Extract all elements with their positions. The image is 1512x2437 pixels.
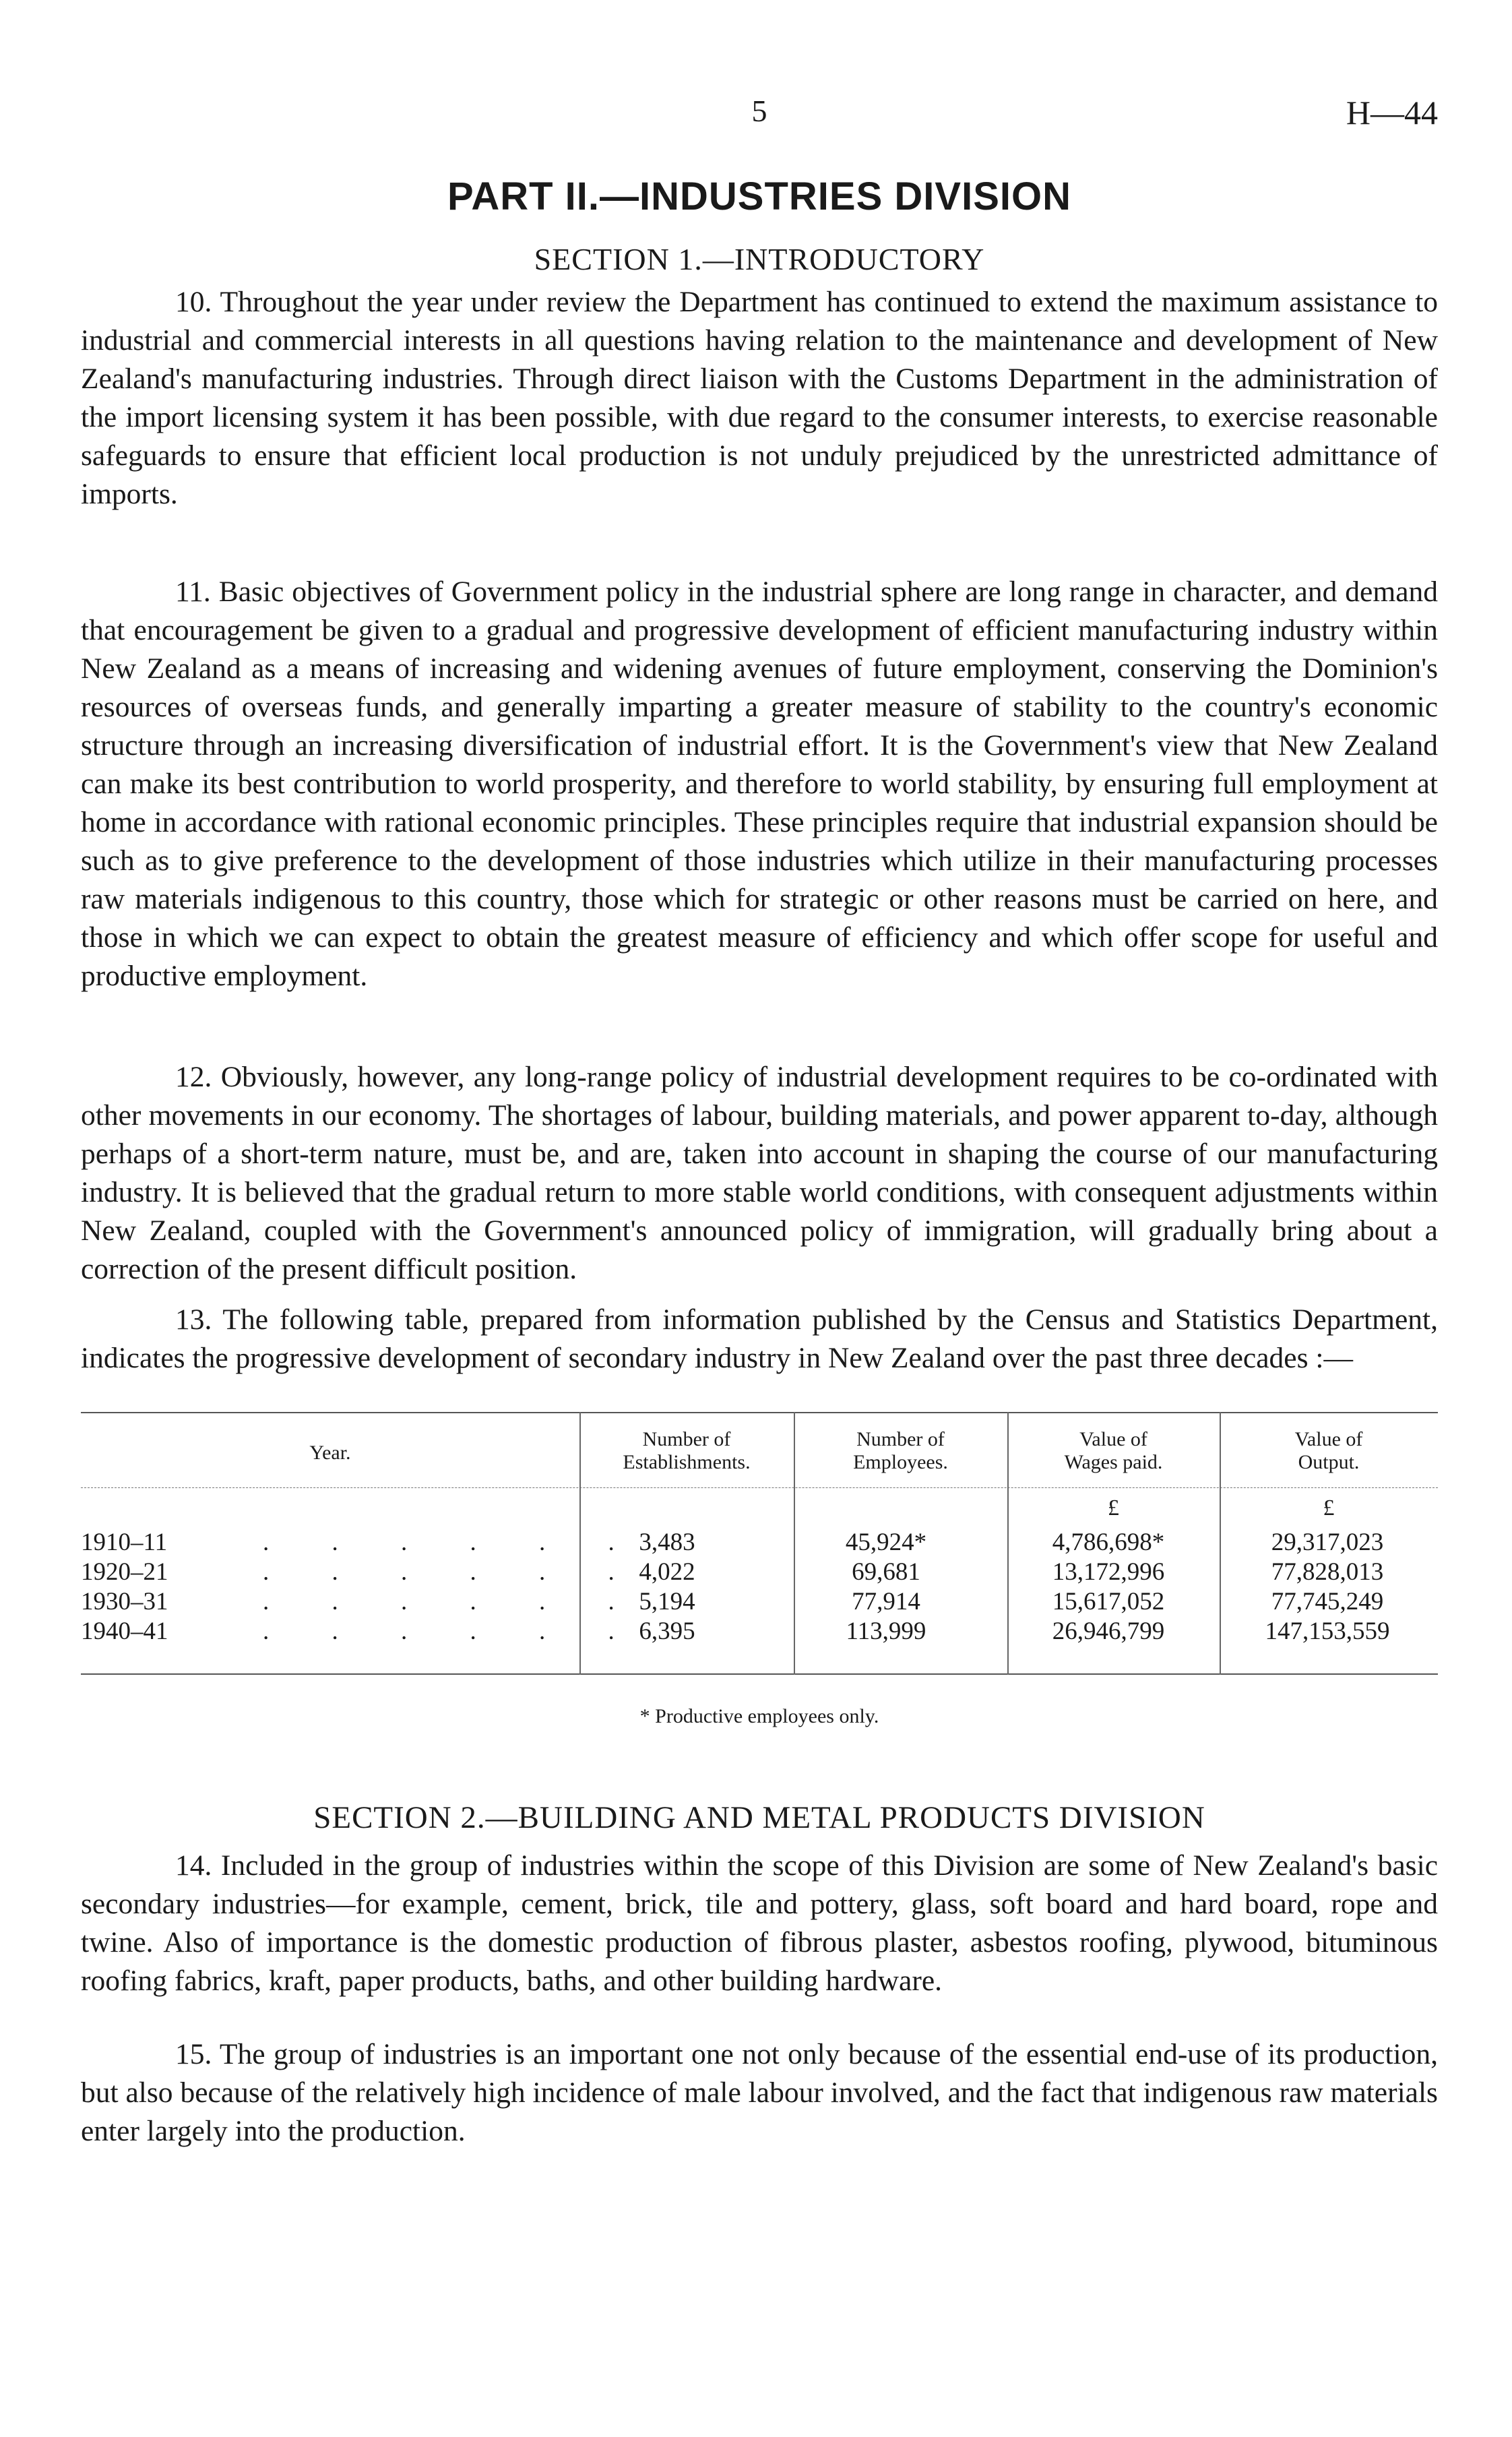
table-row	[81, 1587, 1438, 1617]
page-number: 5	[751, 94, 767, 128]
paragraph-10: 10. Throughout the year under review the Department has continued to extend the maximum assistance to industrial and commercial interests in all questions having relation to the maintenance and development of New Zealand's manufacturing industries. Through direct liaison with the Customs Department in the administration of the import licensing system it has been possible, with due regard to the consumer interests, to exercise reasonable safeguards to ensure that efficient local production is not unduly prejudiced by the unrestricted admittance of imports.	[81, 286, 1438, 510]
header-employees	[794, 1428, 1007, 1474]
cell-establishments: 5,194	[639, 1588, 695, 1615]
header-establishments-line2: Establishments.	[623, 1451, 751, 1473]
cell-year: 1910–11	[81, 1529, 168, 1556]
table-row	[81, 1528, 1438, 1557]
paragraph-11: 11. Basic objectives of Government policy in the industrial sphere are long range in character, and demand that encouragement be given to a gradual and progressive development of efficient manufacturing industry within New Zealand as a means of increasing and widening avenues of future employment, conserving the Dominion's resources of overseas funds, and generally imparting a greater measure of stability to the country's economic structure through an increasing diversification of industrial effort. It is the Government's view that New Zealand can make its best contribution to world prosperity, and therefore to world stability, by ensuring full employment at home in accordance with rational economic principles. These principles require that industrial expansion should be such as to give preference to the development of those industries which utilize in their manufacturing processes raw materials indigenous to this country, those which for strategic or other reasons must be carried on here, and those in which we can expect to obtain the greatest measure of efficiency and which offer scope for useful and productive employment.	[81, 576, 1438, 992]
cell-employees: 77,914	[852, 1588, 920, 1615]
header-establishments-line1: Number of	[642, 1428, 731, 1450]
header-output-line1: Value of	[1294, 1428, 1363, 1450]
header-year: Year.	[309, 1442, 351, 1464]
cell-output: 77,828,013	[1271, 1558, 1384, 1586]
cell-year: 1940–41	[81, 1617, 168, 1645]
header-output-line2: Output.	[1298, 1451, 1360, 1473]
document-reference: H—44	[1346, 94, 1438, 131]
header-wages-line2: Wages paid.	[1064, 1451, 1163, 1473]
currency-symbol-output: £	[1323, 1495, 1335, 1520]
table-row	[81, 1557, 1438, 1587]
header-employees-line1: Number of	[856, 1428, 945, 1450]
cell-establishments: 3,483	[639, 1529, 695, 1556]
section-2-title: SECTION 2.—BUILDING AND METAL PRODUCTS DIVISION	[313, 1800, 1205, 1835]
cell-output: 147,153,559	[1265, 1617, 1390, 1645]
statistics-table	[81, 1412, 1438, 1688]
paragraph-12: 12. Obviously, however, any long-range policy of industrial development requires to be co-ordinated with other movements in our economy. The shortages of labour, building materials, and power apparent to-day, although perhaps of a short-term nature, must be, and are, taken into account in shaping the course of our manufacturing industry. It is believed that the gradual return to more stable world conditions, with consequent adjustments within New Zealand, coupled with the Government's announced policy of immigration, will gradually bring about a correction of the present difficult position.	[81, 1061, 1438, 1285]
cell-employees: 113,999	[846, 1617, 926, 1645]
cell-wages: 13,172,996	[1052, 1558, 1165, 1586]
paragraph-15: 15. The group of industries is an important one not only because of the essential end-use of its production, but also because of the relatively high incidence of male labour involved, and the fact that indigenous raw materials enter largely into the production.	[81, 2038, 1438, 2147]
leader-dots: . . . . . .	[263, 1558, 643, 1586]
cell-establishments: 6,395	[639, 1617, 695, 1645]
paragraph-13: 13. The following table, prepared from information published by the Census and Statistics Department, indicates the progressive development of secondary industry in New Zealand over the past three decades :—	[81, 1303, 1438, 1374]
section-1-title: SECTION 1.—INTRODUCTORY	[534, 242, 985, 276]
page-header	[81, 88, 1438, 135]
part-title: PART II.—INDUSTRIES DIVISION	[447, 175, 1071, 218]
cell-year: 1920–21	[81, 1558, 168, 1586]
table-footnote: * Productive employees only.	[639, 1705, 879, 1727]
table-header-rule	[81, 1487, 1438, 1488]
leader-dots: . . . . . .	[263, 1588, 643, 1615]
cell-output: 29,317,023	[1271, 1529, 1384, 1556]
leader-dots: . . . . . .	[263, 1529, 643, 1556]
cell-establishments: 4,022	[639, 1558, 695, 1586]
cell-employees: 69,681	[852, 1558, 920, 1586]
table-bottom-rule	[81, 1673, 1438, 1675]
leader-dots: . . . . . .	[263, 1617, 643, 1645]
currency-symbol-wages: £	[1108, 1495, 1119, 1520]
header-employees-line2: Employees.	[853, 1451, 948, 1473]
cell-year: 1930–31	[81, 1588, 168, 1615]
header-establishments	[579, 1428, 794, 1474]
cell-output: 77,745,249	[1271, 1588, 1384, 1615]
cell-wages: 4,786,698*	[1052, 1529, 1165, 1556]
header-wages-line1: Value of	[1079, 1428, 1147, 1450]
table-row	[81, 1617, 1438, 1646]
header-wages	[1007, 1428, 1220, 1474]
header-output	[1220, 1428, 1438, 1474]
paragraph-14: 14. Included in the group of industries within the scope of this Division are some of New Zealand's basic secondary industries—for example, cement, brick, tile and pottery, glass, soft board and hard board, rope and twine. Also of importance is the domestic production of fibrous plaster, asbestos roofing, plywood, bituminous roofing fabrics, kraft, paper products, baths, and other building hardware.	[81, 1849, 1438, 1997]
table-top-rule	[81, 1412, 1438, 1413]
document-page	[81, 81, 1438, 2386]
cell-wages: 26,946,799	[1052, 1617, 1165, 1645]
cell-wages: 15,617,052	[1052, 1588, 1165, 1615]
cell-employees: 45,924*	[845, 1529, 927, 1556]
